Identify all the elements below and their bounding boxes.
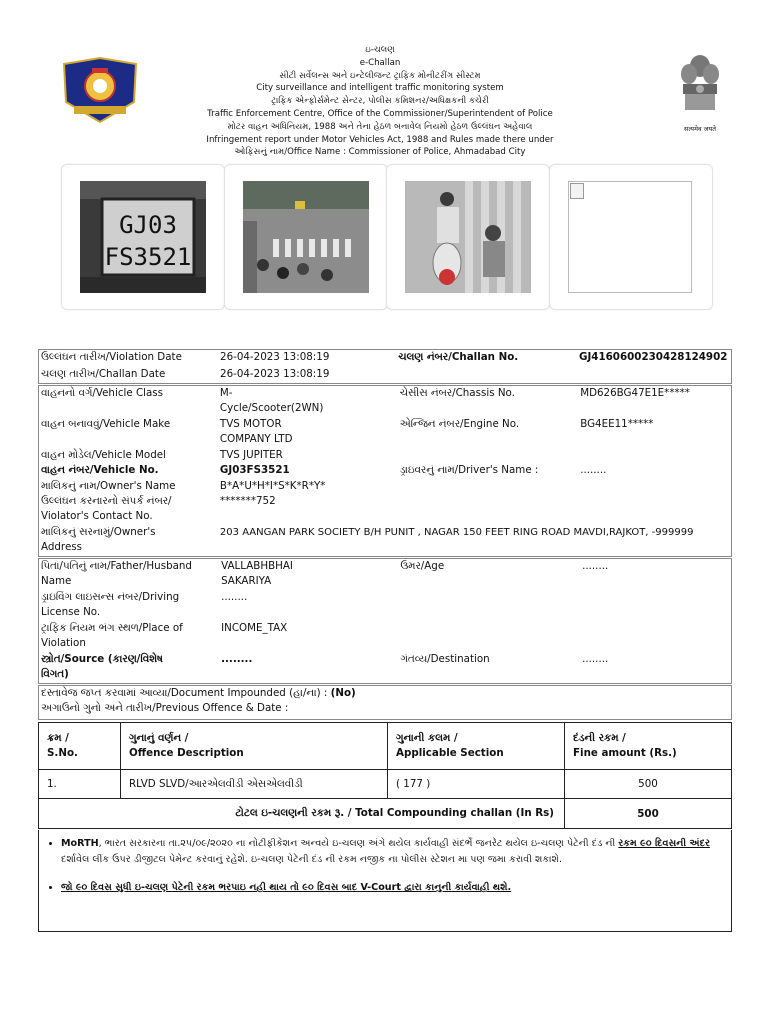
vehicle-make-value-2: COMPANY LTD	[219, 433, 293, 446]
chassis-label: ચેસીસ નંબર/Chassis No.	[399, 387, 515, 399]
vehicle-class-value-2: Cycle/Scooter(2WN)	[219, 402, 324, 415]
broken-image-icon	[570, 183, 584, 199]
father-label-2: Name	[41, 575, 72, 588]
note-vcourt	[61, 880, 731, 896]
photo-card-plate	[61, 164, 225, 310]
challan-no-label: ચલણ નંબર/Challan No.	[398, 351, 519, 363]
place-label-2: Violation	[41, 637, 86, 650]
challan-date-label: ચલણ તારીખ/Challan Date	[41, 367, 166, 380]
document-box	[38, 685, 732, 720]
note1-emph: રકમ ૯૦ દિવસની અંદર	[618, 838, 710, 849]
header-line: Traffic Enforcement Centre, Office of the Commissioner/Superintendent of Police	[207, 108, 553, 119]
destination-value: ........	[582, 652, 609, 665]
father-value-2: SAKARIYA	[221, 575, 272, 588]
header-section-1: ગુનાની કલમ /	[396, 732, 458, 744]
place-value: INCOME_TAX	[221, 621, 288, 634]
vehicle-make-value-1: TVS MOTOR	[219, 417, 282, 430]
impounded-value: (No)	[330, 687, 356, 699]
row-fine: 500	[565, 770, 732, 799]
vehicle-class-value-1: M-	[219, 387, 233, 399]
offence-table	[38, 722, 732, 829]
note1-text2: દર્શાવેલ લીંક ઉપર ડીજીટલ પેમેન્ટ કરવાનું રહેશે. ઇ-ચલણ પેટેની દંડ ની રકમ નજીક ના પોલીસ સ્ટેશન મા પણ જમા કરાવી શકાશે.	[61, 854, 562, 865]
father-value-1: VALLABHBHAI	[221, 560, 293, 572]
vehicle-make-label: વાહન બનાવવું/Vehicle Make	[41, 417, 171, 430]
note2-text: જો ૯૦ દિવસ સુધી ઇ-ચલણ પેટેની રકમ ભરપાઇ નહી થાય તો ૯૦ દિવસ બાદ V-Court દ્વારા કાનુની કાર્યવાહી થશે.	[61, 882, 512, 893]
previous-offence-label: અગાઉનો ગુનો અને તારીખ/Previous Offence & Date :	[41, 702, 289, 715]
chassis-value: MD626BG47E1E*****	[580, 387, 690, 399]
header-sno-1: ક્રમ /	[47, 732, 69, 744]
vehicle-model-value: TVS JUPITER	[219, 448, 283, 461]
note-morth: MoRTH	[61, 838, 99, 849]
vehicle-no-label: વાહન નંબર/Vehicle No.	[41, 464, 159, 477]
header-sno	[39, 723, 121, 770]
header-line: City surveillance and intelligent traffic monitoring system	[256, 83, 504, 94]
engine-value: BG4EE11*****	[580, 417, 654, 430]
header-desc-2: Offence Description	[129, 747, 244, 759]
contact-label-1: ઉલ્લંઘન કરનારનો સંપર્ક નંબર/	[41, 495, 172, 508]
age-value: ........	[582, 560, 609, 572]
header-desc-1: ગુનાનું વર્ણન /	[129, 732, 189, 744]
header-fine-1: દંડની રકમ /	[573, 732, 626, 744]
engine-label: એન્જિન નંબર/Engine No.	[399, 417, 520, 430]
source-value: ........	[221, 652, 253, 665]
plate-line-2: FS3521	[104, 243, 192, 271]
vehicle-model-label: વાહન મોડેલ/Vehicle Model	[41, 448, 166, 461]
total-label: ટોટલ ઇ-ચલણની રકમ રૂ. / Total Compounding challan (In Rs)	[39, 799, 565, 829]
violation-date-label: ઉલ્લંઘન તારીખ/Violation Date	[41, 351, 182, 363]
photo-card-junction	[224, 164, 388, 310]
national-emblem	[672, 52, 728, 132]
owner-name-label: માલિકનું નામ/Owner's Name	[41, 479, 176, 492]
age-label: ઉંમર/Age	[400, 560, 445, 572]
header-fine	[565, 723, 732, 770]
challan-header	[150, 44, 610, 159]
header-line: ઓફિસનું નામ/Office Name : Commissioner of Police, Ahmadabad City	[234, 147, 526, 158]
license-label-2: License No.	[41, 606, 101, 619]
junction-camera-photo	[243, 181, 369, 293]
row-sno: 1.	[39, 770, 121, 799]
header-line: e-Challan	[359, 57, 401, 68]
plate-line-1: GJ03	[119, 211, 177, 239]
header-line: મોટર વાહન અધિનિયમ, 1988 અને તેના હેઠળ બનાવેલ નિયમો હેઠળ ઉલ્લંઘન અહેવાલ	[227, 121, 533, 132]
license-label-1: ડ્રાઇવિંગ લાઇસન્સ નંબર/Driving	[41, 591, 180, 603]
header-section	[388, 723, 565, 770]
person-details-box	[38, 558, 732, 684]
violation-dates-box	[38, 349, 732, 384]
vehicle-no-value: GJ03FS3521	[219, 464, 290, 477]
license-value: ........	[221, 591, 248, 603]
header-line: Infringement report under Motor Vehicles Act, 1988 and Rules made there under	[206, 134, 554, 145]
vehicle-details-box	[38, 385, 732, 557]
broken-image-placeholder	[568, 181, 692, 293]
header-sno-2: S.No.	[47, 747, 78, 759]
header-line: ટ્રાફિક એન્ફોર્સમેન્ટ સેન્ટર, પોલીસ કમિશનર/અધિક્ષકની કચેરી	[271, 96, 489, 107]
address-label-1: માલિકનું સરનામું/Owner's	[41, 526, 156, 539]
address-label-2: Address	[41, 541, 83, 554]
row-description: RLVD SLVD/આરએલવીડી એસએલવીડી	[121, 770, 388, 799]
rider-closeup-photo	[405, 181, 531, 293]
table-row	[39, 770, 732, 799]
driver-name-label: ડ્રાઇવરનું નામ/Driver's Name :	[399, 464, 539, 477]
note-payment	[61, 836, 731, 868]
row-section: ( 177 )	[388, 770, 565, 799]
source-label-1: સ્ત્રોત/Source (કારણ/વિશેષ	[41, 652, 163, 665]
source-label-2: વિગત)	[41, 668, 69, 681]
destination-label: ગંતવ્ય/Destination	[400, 652, 490, 665]
address-value: 203 AANGAN PARK SOCIETY B/H PUNIT , NAGAR 150 FEET RING ROAD MAVDI,RAJKOT, -999999	[219, 527, 694, 539]
header-section-2: Applicable Section	[396, 747, 504, 759]
emblem-motto: सत्यमेव जयते	[684, 125, 716, 133]
place-label-1: ટ્રાફિક નિયમ ભંગ સ્થળ/Place of	[41, 621, 183, 634]
contact-value: *******752	[219, 495, 276, 508]
photo-card-empty	[549, 164, 713, 310]
challan-date-value: 26-04-2023 13:08:19	[220, 367, 330, 380]
contact-label-2: Violator's Contact No.	[41, 510, 153, 523]
violation-date-value: 26-04-2023 13:08:19	[220, 351, 330, 363]
father-label-1: પિતા/પતિનું નામ/Father/Husband	[41, 560, 192, 572]
header-fine-2: Fine amount (Rs.)	[573, 747, 677, 759]
header-line: સીટી સર્વેલન્સ અને ઇન્ટેલીજન્ટ ટ્રાફિક મોનીટરીંગ સીસ્ટમ	[279, 70, 481, 81]
challan-no-value: GJ4160600230428124902	[579, 351, 728, 363]
header-description	[121, 723, 388, 770]
note1-text: , ભારત સરકારના તા.૨૫/૦૯/૨૦૨૦ ના નોટીફીકેશન અન્વયે ઇ-ચલણ અંગે થયેલ કાર્યવાહી સંદર્ભે જનરેટ થયેલ ઇ-ચલણ પેટેની દંડ ની	[98, 838, 619, 849]
gujarat-police-logo	[60, 56, 140, 126]
impounded-label: દસ્તાવેજ જપ્ત કરવામાં આવ્યા/Document Impounded (હા/ના) :	[41, 687, 328, 699]
header-line: ઇ-ચલણ	[365, 45, 395, 55]
photo-card-rider	[386, 164, 550, 310]
number-plate-photo	[80, 181, 206, 293]
driver-name-value: ........	[580, 464, 607, 477]
total-value: 500	[565, 799, 732, 829]
vehicle-class-label: વાહનનો વર્ગ/Vehicle Class	[41, 387, 164, 399]
notes-box	[38, 830, 732, 932]
owner-name-value: B*A*U*H*I*S*K*R*Y*	[219, 479, 326, 492]
